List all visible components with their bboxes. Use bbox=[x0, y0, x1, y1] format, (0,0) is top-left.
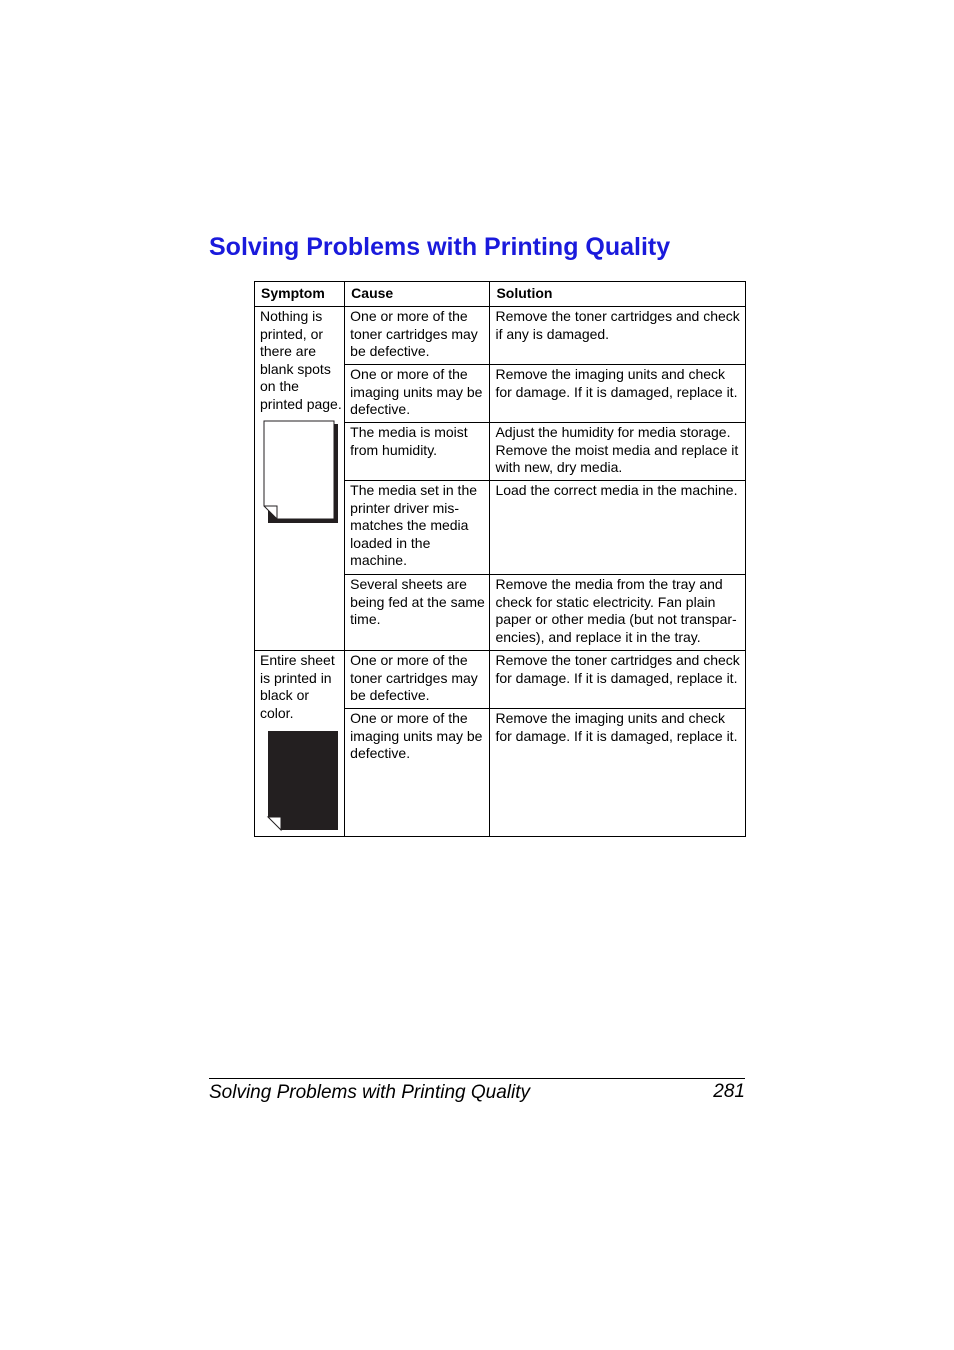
solution-cell: Remove the media from the tray and check for static electricity. Fan plain paper or other media (but not transpar-encies), and replace it in the tray. bbox=[490, 575, 746, 651]
table-row bbox=[255, 307, 746, 365]
cause-cell: One or more of the toner cartridges may be defective. bbox=[345, 651, 490, 709]
cause-cell: The media set in the printer driver mis-matches the media loaded in the machine. bbox=[345, 481, 490, 575]
solution-cell: Remove the toner cartridges and check for damage. If it is damaged, replace it. bbox=[490, 651, 746, 709]
symptom-cell bbox=[255, 651, 345, 837]
header-symptom: Symptom bbox=[255, 282, 345, 307]
solution-cell: Remove the toner cartridges and check if any is damaged. bbox=[490, 307, 746, 365]
header-cause: Cause bbox=[345, 282, 490, 307]
cause-cell: One or more of the toner cartridges may be defective. bbox=[345, 307, 490, 365]
solution-cell: Adjust the humidity for media storage. Remove the moist media and replace it with new, dry media. bbox=[490, 423, 746, 481]
solution-cell: Load the correct media in the machine. bbox=[490, 481, 746, 575]
black-page-icon bbox=[263, 730, 339, 834]
header-solution: Solution bbox=[490, 282, 746, 307]
page-title: Solving Problems with Printing Quality bbox=[209, 233, 671, 261]
footer-section-title: Solving Problems with Printing Quality bbox=[209, 1082, 531, 1103]
cause-cell: One or more of the imaging units may be defective. bbox=[345, 365, 490, 423]
cause-cell: One or more of the imaging units may be defective. bbox=[345, 709, 490, 837]
table-row bbox=[255, 651, 746, 709]
troubleshooting-table bbox=[254, 281, 746, 837]
page-number: 281 bbox=[713, 1081, 745, 1102]
symptom-text: Entire sheet is printed in black or color. bbox=[260, 652, 335, 721]
solution-cell: Remove the imaging units and check for damage. If it is damaged, replace it. bbox=[490, 709, 746, 837]
blank-page-icon bbox=[263, 420, 339, 524]
solution-cell: Remove the imaging units and check for damage. If it is damaged, replace it. bbox=[490, 365, 746, 423]
table-header-row bbox=[255, 282, 746, 307]
cause-cell: The media is moist from humidity. bbox=[345, 423, 490, 481]
footer-divider bbox=[209, 1078, 745, 1079]
symptom-text: Nothing is printed, or there are blank spots on the printed page. bbox=[260, 308, 342, 412]
symptom-cell bbox=[255, 307, 345, 651]
cause-cell: Several sheets are being fed at the same time. bbox=[345, 575, 490, 651]
